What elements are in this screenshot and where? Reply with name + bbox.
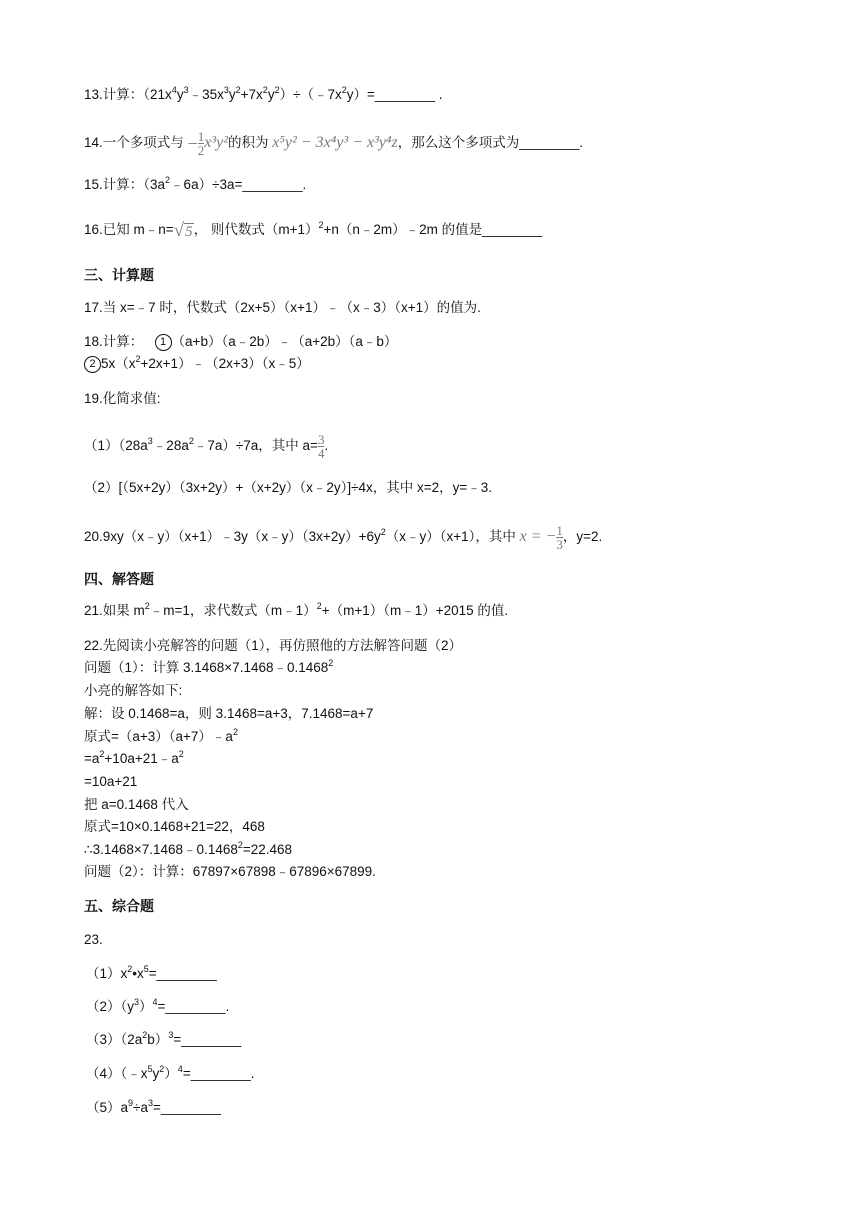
section-3-title: 三、计算题 xyxy=(84,267,154,283)
question-19-part-2: （2）[（5x+2y）（3x+2y）+（x+2y）（x﹣2y）]÷4x，其中 x=2，y=﹣3. xyxy=(84,480,493,495)
question-23-item-4: $(4)(﹣x^5y^2)^4=\_\_\_\_\_\_\_\_$. xyxy=(86,1064,255,1081)
question-22-line-3: 小亮的解答如下: xyxy=(84,683,183,698)
minus-sign: − xyxy=(187,133,198,154)
question-22-line-2: 问题（1）：计算 $3.1468\times 7.1468﹣0.1468^2$ xyxy=(84,658,334,675)
question-20: $20.9xy(x﹣y)(x+1)﹣3y(x﹣y)(3x+2y)+6y^2(x﹣y)(x+1)$，其中 x = − $\frac{1}{3}$ ，y=2. xyxy=(84,523,603,552)
product-polynomial: x⁵y² − 3x⁴y³ − x³y⁴z xyxy=(272,134,398,152)
question-13: 13.计算：$(21x^4y^3﹣35x^3y^2+7x^2y^2)\div(﹣7x^2y)=\_\_\_\_\_\_\_\_$ . xyxy=(84,85,443,102)
fraction-one-half: $\frac{1}{2}$ xyxy=(197,129,205,158)
question-22-line-6: $=a^2+10a+21﹣a^2$ xyxy=(84,749,184,766)
fraction-three-quarters: $\frac{3}{4}$ xyxy=(317,432,325,461)
question-22-line-4: 解：设 0.1468=a，则 3.1468=a+3，7.1468=a+7 xyxy=(84,706,374,721)
question-23-item-2: $(2)(y^3)^4=\_\_\_\_\_\_\_\_$. xyxy=(86,997,230,1014)
question-22-line-8: 把 a=0.1468 代入 xyxy=(84,797,189,812)
question-22-line-5: 原式$=(a+3)(a+7)﹣a^2$ xyxy=(84,727,238,744)
question-22-line-9: 原式=10×0.1468+21=22，468 xyxy=(84,819,265,834)
question-18-line-2: 2 $5x(x^2+2x+1)﹣(2x+3)(x﹣5)$ xyxy=(84,355,310,373)
question-19-title: 19.化简求值: xyxy=(84,391,161,406)
question-23-item-1: $(1)x^2•x^5=\_\_\_\_\_\_\_\_$ xyxy=(86,964,217,981)
question-22-line-1: 22.先阅读小亮解答的问题（1），再仿照他的方法解答问题（2） xyxy=(84,638,463,653)
question-15: 15.计算：$(3a^2﹣6a)\div 3a=\_\_\_\_\_\_\_\_$. xyxy=(84,175,307,192)
circled-number-1: 1 xyxy=(155,334,172,351)
monomial: x³y² xyxy=(204,134,228,152)
question-23-number: 23. xyxy=(84,932,103,947)
question-14: 14.一个多项式与 − $\frac{1}{2}$ x³y²的积为 x⁵y² − 3x⁴y³ − x³y⁴z，那么这个多项式为________. xyxy=(84,129,584,158)
fraction-one-third: $\frac{1}{3}$ xyxy=(556,523,563,552)
question-19-part-1: $(1)(28a^3﹣28a^2﹣7a)\div 7a$，其中 a= $\frac{3}{4}$ . xyxy=(84,432,329,461)
question-22-line-11: 问题（2）：计算：67897×67898﹣67896×67899. xyxy=(84,864,376,879)
circled-number-2: 2 xyxy=(84,356,101,373)
question-17: 17.当 x=﹣7 时，代数式（2x+5）（x+1）﹣（x﹣3）（x+1）的值为. xyxy=(84,300,481,315)
question-22-line-10: $\therefore 3.1468\times 7.1468﹣0.1468^2=22.468$ xyxy=(84,840,293,857)
sqrt-five: √5 xyxy=(173,220,193,241)
question-21: 21.如果 $m^2﹣m=1$，求代数式（m﹣1）$^2$+（m+1）（m﹣1）+2015 的值. xyxy=(84,601,509,618)
question-23-item-5: $(5)a^9\div a^3=\_\_\_\_\_\_\_\_$ xyxy=(86,1098,221,1115)
section-5-title: 五、综合题 xyxy=(84,898,154,914)
question-22-line-7: =10a+21 xyxy=(84,774,138,789)
question-23-item-3: $(3)(2a^2b)^3=\_\_\_\_\_\_\_\_$ xyxy=(86,1030,242,1047)
question-16: 16.已知 m﹣n=√5， 则代数式$(m+1)^2+n(n﹣2m)﹣2m$ 的值是________ xyxy=(84,220,543,241)
question-18-line-1: 18.计算： 1 （a+b）（a﹣2b）﹣（a+2b）（a﹣b） xyxy=(84,334,398,349)
section-4-title: 四、解答题 xyxy=(84,571,154,587)
